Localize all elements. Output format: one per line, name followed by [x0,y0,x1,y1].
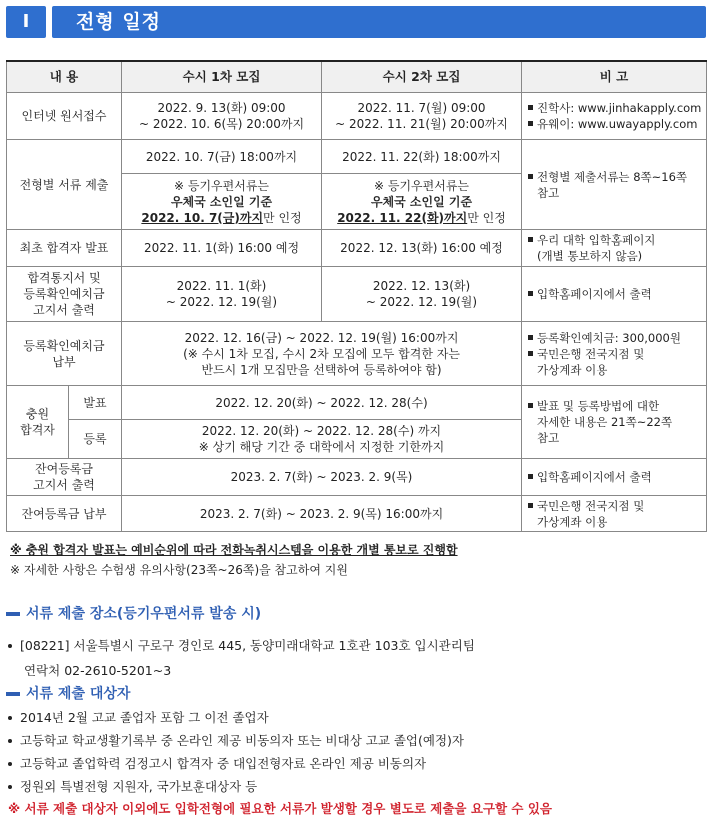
note-text: 유웨이: www.uwayapply.com [537,117,698,131]
remarks-cell: 입학홈페이지에서 출력 [522,459,707,496]
list-item: 2014년 2월 고교 졸업자 포함 그 이전 졸업자 [8,708,269,726]
bullet-square-icon [528,174,533,179]
bullet-square-icon [528,351,533,356]
cell-line: 2022. 11. 7(월) 09:00 [357,101,486,115]
bullet-dot-icon [8,785,12,789]
cell: 2022. 10. 7(금) 18:00까지 [122,140,322,174]
bullet-square-icon [528,121,533,126]
bullet-square-icon [528,403,533,408]
remarks-cell: 입학홈페이지에서 출력 [522,267,707,322]
cell-line: ~ 2022. 11. 21(월) 20:00까지 [335,117,508,131]
note-callback: ※ 충원 합격자 발표는 예비순위에 따라 전화녹취시스템을 이용한 개별 통보로 진행함 [10,543,458,557]
cell: 2022. 11. 1(화) ~ 2022. 12. 19(월) [122,267,322,322]
row-label: 등록확인예치금 납부 [7,322,122,386]
bullet-square-icon [528,503,533,508]
cell: 2023. 2. 7(화) ~ 2023. 2. 9(목) 16:00까지 [122,496,522,532]
table-row [7,93,707,140]
cell: ※ 등기우편서류는 우체국 소인일 기준 2022. 11. 22(화)까지만 인정 [322,174,522,230]
section-number: Ⅰ [6,6,46,38]
table-row [7,459,707,496]
row-label: 합격통지서 및 등록확인예치금 고지서 출력 [7,267,122,322]
note-text: 전형별 제출서류는 8쪽~16쪽 참고 [537,169,688,200]
list-item: 정원외 특별전형 지원자, 국가보훈대상자 등 [8,777,257,795]
bullet-square-icon [528,474,533,479]
note-reference: ※ 자세한 사항은 수험생 유의사항(23쪽~26쪽)을 참고하여 지원 [10,563,348,577]
row-label: 잔여등록금 납부 [7,496,122,532]
bullet-dot-icon [8,739,12,743]
remarks-cell: 발표 및 등록방법에 대한 자세한 내용은 21쪽~22쪽 참고 [522,386,707,459]
row-label: 최초 합격자 발표 [7,230,122,267]
list-item: 고등학교 졸업학력 검정고시 합격자 중 대입전형자료 온라인 제공 비동의자 [8,754,426,772]
remarks-cell: 우리 대학 입학홈페이지 (개별 통보하지 않음) [522,230,707,267]
row-label: 전형별 서류 제출 [7,140,122,230]
list-item: 고등학교 학교생활기록부 중 온라인 제공 비동의자 또는 비대상 고교 졸업(예정)자 [8,731,464,749]
cell: ※ 등기우편서류는 우체국 소인일 기준 2022. 10. 7(금)까지만 인정 [122,174,322,230]
section-heading-location: 서류 제출 장소(등기우편서류 발송 시) [6,603,261,623]
sub-label: 등록 [69,420,122,459]
cell: 2022. 11. 1(화) 16:00 예정 [122,230,322,267]
cell [122,93,322,140]
cell [322,93,522,140]
cell: 2022. 11. 22(화) 18:00까지 [322,140,522,174]
col-header-round2: 수시 2차 모집 [322,61,522,93]
bullet-dot-icon [8,644,12,648]
col-header-content: 내 용 [7,61,122,93]
warning-note: ※ 서류 제출 대상자 이외에도 입학전형에 필요한 서류가 발생할 경우 별도로 제출을 요구할 수 있음 [8,801,553,816]
section-title: 전형 일정 [76,11,162,33]
table-header-row [7,61,707,93]
col-header-remarks: 비 고 [522,61,707,93]
schedule-table [6,60,707,532]
heading-bar-icon [6,612,20,616]
row-label: 충원 합격자 [7,386,69,459]
bullet-dot-icon [8,716,12,720]
cell: 2022. 12. 13(화) 16:00 예정 [322,230,522,267]
remarks-cell: 등록확인예치금: 300,000원 국민은행 전국지점 및 가상계좌 이용 [522,322,707,386]
table-row [7,230,707,267]
cell: 2023. 2. 7(화) ~ 2023. 2. 9(목) [122,459,522,496]
table-row [7,386,707,420]
bullet-square-icon [528,291,533,296]
cell-line: 2022. 9. 13(화) 09:00 [157,101,286,115]
bullet-square-icon [528,335,533,340]
table-row [7,140,707,174]
section-heading-targets: 서류 제출 대상자 [6,683,130,703]
section-header [6,6,706,38]
remarks-cell: 국민은행 전국지점 및 가상계좌 이용 [522,496,707,532]
table-row [7,322,707,386]
row-label: 잔여등록금 고지서 출력 [7,459,122,496]
list-item: [08221] 서울특별시 구로구 경인로 445, 동양미래대학교 1호관 103호 입시관리팀 [8,636,475,654]
cell: 2022. 12. 13(화) ~ 2022. 12. 19(월) [322,267,522,322]
note-text: 진학사: www.jinhakapply.com [537,101,702,115]
table-row [7,267,707,322]
table-row [7,496,707,532]
bullet-square-icon [528,237,533,242]
sub-label: 발표 [69,386,122,420]
cell: 2022. 12. 16(금) ~ 2022. 12. 19(월) 16:00까지 (※ 수시 1차 모집, 수시 2차 모집에 모두 합격한 자는 반드시 1개 모집만을 선택하여 등록하여야 함) [122,322,522,386]
col-header-round1: 수시 1차 모집 [122,61,322,93]
bullet-square-icon [528,105,533,110]
section-title-bar [52,6,706,38]
heading-bar-icon [6,692,20,696]
cell-line: ~ 2022. 10. 6(목) 20:00까지 [138,117,305,131]
cell: 2022. 12. 20(화) ~ 2022. 12. 28(수) [122,386,522,420]
contact-line: 연락처 02-2610-5201~3 [24,663,172,678]
remarks-cell [522,140,707,230]
row-label: 인터넷 원서접수 [7,93,122,140]
remarks-cell [522,93,707,140]
cell: 2022. 12. 20(화) ~ 2022. 12. 28(수) 까지 ※ 상기 해당 기간 중 대학에서 지정한 기한까지 [122,420,522,459]
bullet-dot-icon [8,762,12,766]
